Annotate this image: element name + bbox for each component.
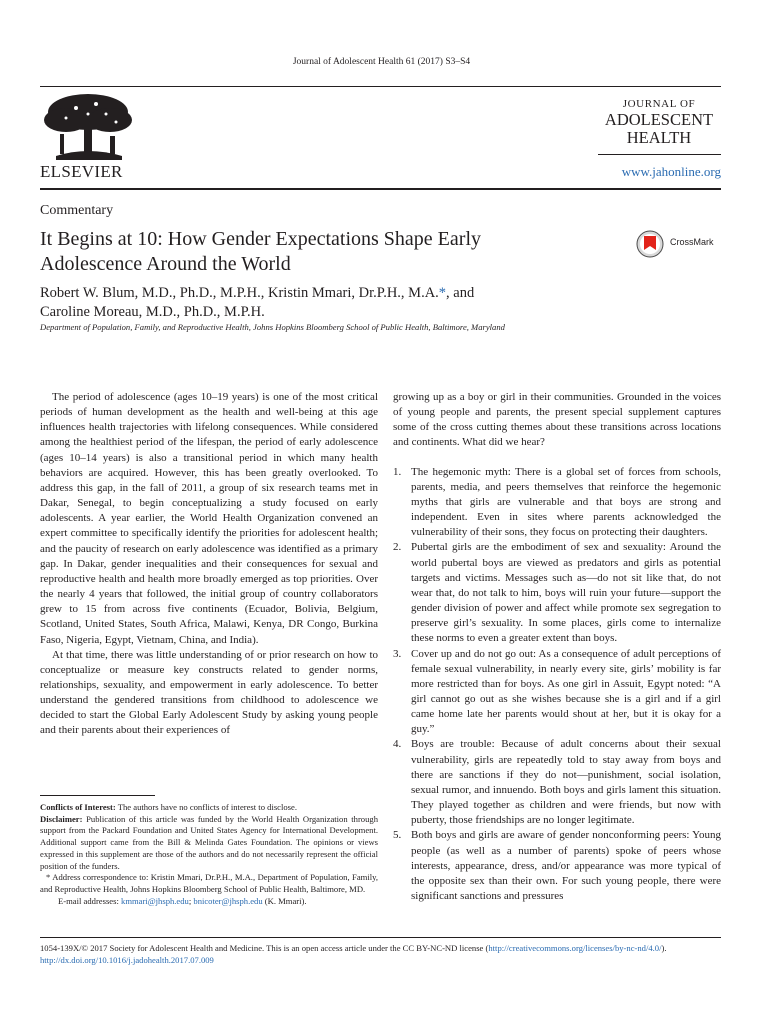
list-item-text: The hegemonic myth: There is a global set of forces from schools, parents, media, and peers themselves that reinforce the hegemonic myths that girls are vulnerable and that boys are strong and independent. Even in sites where parents acknowledged the vulnerability of their sons, they focus on protecting their daughters. bbox=[411, 465, 721, 539]
body-paragraph: The period of adolescence (ages 10–19 years) is one of the most critical periods of human development as the health and well-being at this age influences health trajectories with lifelong consequences. While considered among the healthiest period of the lifespan, the period of early adolescence (ages 10–14 years) is also a transitional period in which many health behaviors are acquired. However, this has been greatly overlooked. To address this gap, in the fall of 2011, a group of six research teams met in Dakar, Senegal, to begin conceptualizing a study focused on early adolescents. A year earlier, the World Health Organization convened an expert committee to specifically identify the priorities for adolescent health; and the paucity of research on early adolescence was identified as a primary gap. In Dakar, gender inequalities and their consequences for sexual and reproductive health and health more broadly emerged as top priorities. Over the nearly 4 years that followed, the initial group of country collaborators grew to 15 from across five continents (Ecuador, Bolivia, Belgium, Scotland, United States, South Africa, Malawi, Kenya, DR Congo, Burkina Faso, Nigeria, Egypt, Vietnam, China, and India). bbox=[40, 391, 378, 646]
masthead-line-1: JOURNAL OF bbox=[622, 98, 696, 110]
email-link[interactable]: kmmari@jhsph.edu bbox=[121, 895, 189, 906]
crossmark-button[interactable] bbox=[636, 230, 726, 256]
license-text: 1054-139X/© 2017 Society for Adolescent Health and Medicine. This is an open access article under the CC BY-NC-ND license ( bbox=[40, 943, 489, 953]
article-type: Commentary bbox=[40, 203, 114, 218]
crossmark-label: CrossMark bbox=[670, 237, 714, 247]
list-item-text: Boys are trouble: Because of adult concerns about their sexual vulnerability, girls are repeatedly told to stay away from boys and there are sanctions if they do not—punishment, social isolation, sexual rumor, and innuendo. Both boys and girls lament this situation. They played together as children and were friends, but now with puberty, those friendships are no longer legitimate. bbox=[411, 738, 721, 827]
list-number: 4. bbox=[393, 738, 402, 751]
authors-line-2: Caroline Moreau, M.D., Ph.D., M.P.H. bbox=[40, 304, 265, 320]
body-paragraph: At that time, there was little understanding of or prior research on how to conceptualize or measure key constructs related to gender norms, relationships, sexuality, and empowerment in early adolescence. To better understand the gendered transitions from childhood to adolescence we decided to start the Global Early Adolescent Study by asking young people and their parents about their experiences of bbox=[40, 648, 378, 737]
list-item bbox=[393, 737, 721, 828]
masthead-line-2: ADOLESCENT bbox=[604, 110, 714, 129]
disclaimer-footnote bbox=[40, 814, 378, 873]
footnote-text: Publication of this article was funded by the World Health Organization through support from the Packard Foundation and United States Agency for International Development. Additional support came from the Bill & Melinda Gates Foundation. The opinions or views expressed in this supplement are those of the authors and do not necessarily represent the official position of the funders. bbox=[40, 813, 378, 871]
masthead-line-3: HEALTH bbox=[626, 128, 692, 147]
author-list bbox=[40, 284, 580, 322]
email-label: E-mail addresses: bbox=[58, 895, 119, 906]
list-item bbox=[393, 828, 721, 904]
author-affiliation: Department of Population, Family, and Reproductive Health, Johns Hopkins Bloomberg School of Public Health, Baltimore, Maryland bbox=[40, 322, 505, 332]
authors-line-1: Robert W. Blum, M.D., Ph.D., M.P.H., Kristin Mmari, Dr.P.H., M.A. bbox=[40, 285, 439, 301]
list-item bbox=[393, 465, 721, 541]
footnote-label: Conflicts of Interest: bbox=[40, 802, 116, 812]
email-separator: ; bbox=[188, 895, 194, 906]
list-number: 3. bbox=[393, 647, 402, 660]
list-item bbox=[393, 647, 721, 738]
list-number: 1. bbox=[393, 465, 402, 478]
list-item bbox=[393, 540, 721, 646]
correspondence-footnote: * Address correspondence to: Kristin Mmari, Dr.P.H., M.A., Department of Population, Family, and Reproductive Health, Johns Hopkins Bloomberg School of Public Health, Baltimore, MD. bbox=[40, 872, 378, 894]
email-owner: (K. Mmari). bbox=[262, 895, 307, 906]
footer-rule bbox=[40, 937, 721, 938]
license-line bbox=[40, 942, 721, 954]
masthead-rule bbox=[598, 154, 721, 155]
footnote-text: The authors have no conflicts of interest to disclose. bbox=[117, 802, 297, 812]
header-rule bbox=[40, 86, 721, 87]
article-title: It Begins at 10: How Gender Expectations Shape Early Adolescence Around the World bbox=[40, 228, 481, 275]
license-block bbox=[40, 942, 721, 966]
list-number: 5. bbox=[393, 829, 402, 842]
email-footnote bbox=[40, 896, 378, 908]
themes-list bbox=[393, 465, 721, 905]
doi-link[interactable]: http://dx.doi.org/10.1016/j.jadohealth.2017.07.009 bbox=[40, 955, 214, 965]
footnotes bbox=[40, 802, 378, 907]
footnote-label: Disclaimer: bbox=[40, 813, 83, 824]
conflicts-footnote bbox=[40, 802, 378, 814]
journal-url-link[interactable]: www.jahonline.org bbox=[621, 164, 721, 179]
publisher-name: ELSEVIER bbox=[40, 162, 123, 181]
corresponding-author-marker[interactable]: * bbox=[438, 285, 447, 301]
journal-citation: Journal of Adolescent Health 61 (2017) S3–S4 bbox=[292, 57, 471, 67]
crossmark-icon bbox=[636, 230, 666, 258]
footnote-rule bbox=[40, 795, 155, 796]
header-thick-rule bbox=[40, 188, 721, 190]
license-text-end: ). bbox=[661, 943, 667, 953]
body-paragraph: growing up as a boy or girl in their communities. Grounded in the voices of young people and parents, the present special supplement captures some of the cross cutting themes about these transitions across locations and continents. What did we hear? bbox=[393, 391, 721, 449]
list-item-text: Pubertal girls are the embodiment of sex and sexuality: Around the world pubertal boys are viewed as predators and girls as potential targets and victims. Messages such as—do not sit like that, do not wear that, do not talk to him, boys will ruin your future—support the gender division of power and affect while promote sex segregation to preserve girl’s sexuality. In some places, girls come to internalize these norms to even a greater extent than boys. bbox=[411, 541, 721, 645]
license-link[interactable]: http://creativecommons.org/licenses/by-nc-nd/4.0/ bbox=[488, 943, 662, 953]
journal-masthead bbox=[598, 97, 720, 147]
list-number: 2. bbox=[393, 541, 402, 554]
email-link[interactable]: bnicoter@jhsph.edu bbox=[193, 895, 263, 906]
body-column-right bbox=[393, 390, 721, 904]
list-item-text: Cover up and do not go out: As a consequence of adult perceptions of female sexual vulnerability, in nearly every site, girls’ mobility is far more restricted than for boys. As one girl in Assuit, Egypt noted: “A girl cannot go out as she wishes because she is a girl and if a girl came home late her parents would shout at her, but it is okay for a guy.” bbox=[411, 647, 721, 736]
body-column-left bbox=[40, 390, 378, 739]
authors-line-1-end: , and bbox=[446, 285, 475, 301]
list-item-text: Both boys and girls are aware of gender nonconforming peers: Young people (as well as a number of parents) spoke of peers whose interests, appearance, dress, and/or appearance was more typical of the opposite sex than their own. For such young people, there were significant sanctions and pressures bbox=[411, 829, 721, 902]
